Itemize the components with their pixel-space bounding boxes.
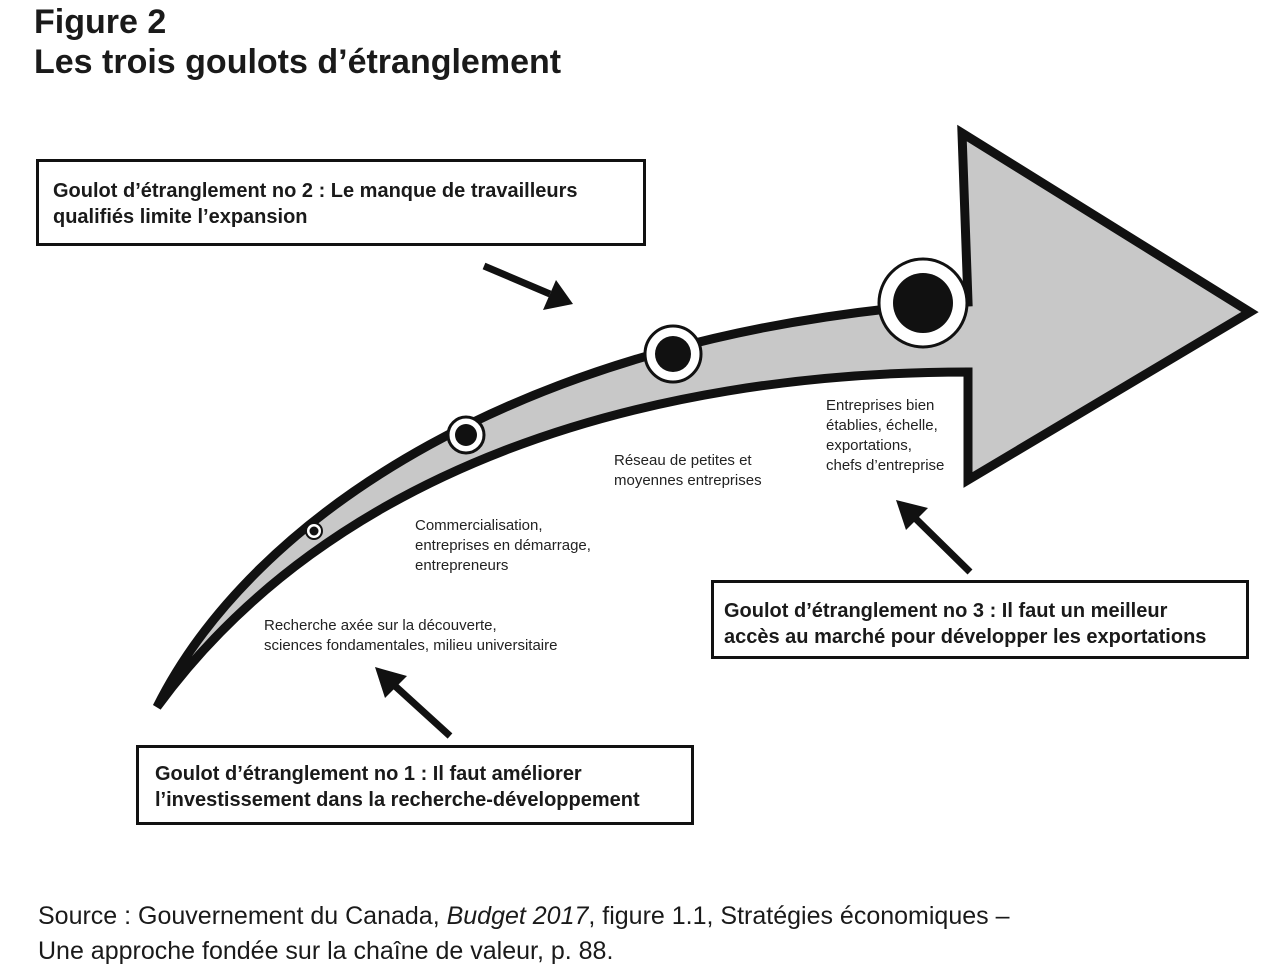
source-publication: Budget 2017 — [446, 902, 589, 930]
stage-marker-4 — [879, 259, 967, 347]
figure-label: Figure 2 — [34, 3, 167, 41]
stage-3-line-1: Réseau de petites et — [614, 452, 752, 469]
stage-4-line-3: exportations, — [826, 437, 912, 454]
stage-1-line-2: sciences fondamentales, milieu universitaire — [264, 637, 558, 654]
pointer-arrow-2 — [484, 266, 573, 310]
stage-marker-3 — [645, 326, 701, 382]
figure-heading: Les trois goulots d’étranglement — [34, 43, 562, 81]
source-line-2: Une approche fondée sur la chaîne de valeur, p. 88. — [38, 937, 614, 965]
stage-marker-1 — [306, 523, 322, 539]
stage-2-line-1: Commercialisation, — [415, 517, 543, 534]
pointer-arrow-1 — [375, 667, 450, 736]
source-line-1 — [38, 899, 1009, 934]
stage-4-line-1: Entreprises bien — [826, 397, 935, 414]
stage-label-2 — [415, 516, 591, 576]
bottleneck-1-line-1: Goulot d’étranglement no 1 : Il faut améliorer — [155, 763, 582, 785]
source-note — [38, 899, 1009, 969]
bottleneck-2-line-2: qualifiés limite l’expansion — [53, 206, 308, 228]
stage-3-line-2: moyennes entreprises — [614, 472, 762, 489]
stage-label-4 — [826, 396, 944, 476]
stage-2-line-3: entrepreneurs — [415, 557, 509, 574]
stage-label-1 — [264, 616, 557, 656]
stage-label-3 — [614, 451, 762, 491]
pointer-arrow-3 — [896, 500, 970, 572]
stage-4-line-4: chefs d’entreprise — [826, 457, 945, 474]
bottleneck-3-line-2: accès au marché pour développer les exportations — [724, 626, 1207, 648]
bottleneck-box-2 — [36, 159, 646, 246]
source-prefix: Source : Gouvernement du Canada, — [38, 902, 447, 930]
bottleneck-3-line-1: Goulot d’étranglement no 3 : Il faut un meilleur — [724, 600, 1168, 622]
stage-1-line-1: Recherche axée sur la découverte, — [264, 617, 497, 634]
source-suffix: , figure 1.1, Stratégies économiques – — [588, 902, 1010, 930]
stage-2-line-2: entreprises en démarrage, — [415, 537, 591, 554]
stage-4-line-2: établies, échelle, — [826, 417, 938, 434]
bottleneck-box-3 — [711, 580, 1249, 659]
bottleneck-2-line-1: Goulot d’étranglement no 2 : Le manque de travailleurs — [53, 180, 578, 202]
stage-marker-2 — [448, 417, 484, 453]
bottleneck-1-line-2: l’investissement dans la recherche-développement — [155, 789, 640, 811]
bottleneck-box-1 — [136, 745, 694, 825]
